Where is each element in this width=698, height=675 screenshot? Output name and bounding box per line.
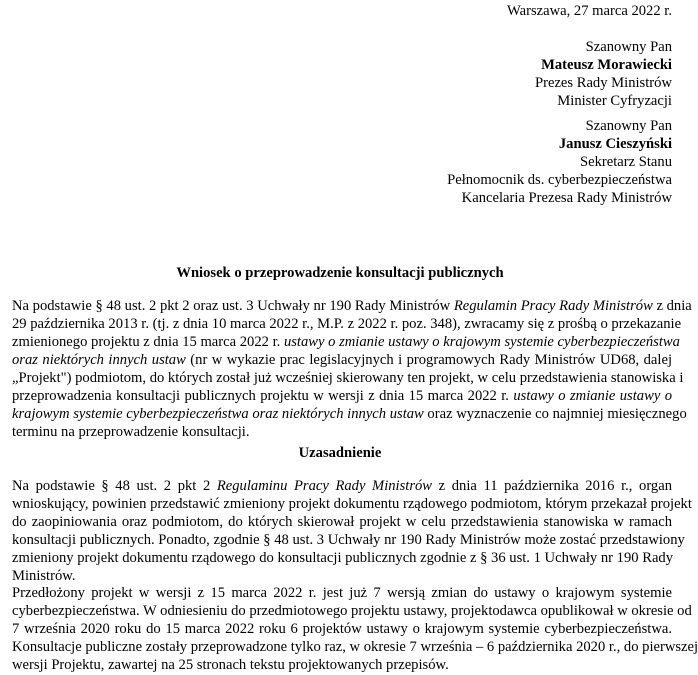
recipient-block-2 [447,117,672,207]
text-run: Ministrów. [12,568,76,584]
justification-paragraph-2 [12,584,698,674]
justification-paragraph-1 [12,477,692,585]
text-run: konsultacji publicznych. Ponadto, zgodnie § 48 ust. 3 Uchwały nr 190 Rady Ministrów może zostać przedstawiony [12,532,685,548]
paragraph-line [12,513,672,531]
text-run: Konsultacje publiczne zostały przeprowadzone tylko raz, w okresie 7 września – 6 października 2020 r., do pierwszej [12,639,698,655]
text-run: oraz wyznaczenie co najmniej miesięcznego [423,406,687,422]
text-run: przeprowadzenia konsultacji publicznych projektu w wersji z dnia 15 marca 2022 r. [12,388,514,404]
text-run: 7 września 2020 roku do 15 marca 2022 roku 6 projektów ustawy o krajowym systemie cyberbezpieczeństwa. [12,621,672,637]
text-run: (nr w wykazie prac legislacyjnych i programowych Rady Ministrów UD68, dalej [185,352,672,368]
italic-text-run: ustawy o zmianie ustawy o krajowym systemie cyberbezpieczeństwa [283,334,680,350]
text-run: z dnia [652,298,692,314]
text-run: wnioskujący, powinien przedstawić zmieniony projekt dokumentu rządowego podmiotom, którym przekazał projekt [12,496,692,512]
paragraph-line [12,531,685,549]
recipient-1-name: Mateusz Morawiecki [541,57,672,73]
text-run: cyberbezpieczeństwa. W odniesieniu do przedmiotowego projektu ustawy, projektodawca opublikował w okresie od [12,603,692,619]
recipient-2-title-2: Pełnomocnik ds. cyberbezpieczeństwa [447,172,672,188]
justification-heading: Uzasadnienie [298,445,382,461]
paragraph-line [12,423,672,441]
italic-text-run: Regulaminu Pracy Rady Ministrów [216,478,433,494]
request-paragraph [12,297,692,441]
text-run: zmieniony projekt dokumentu rządowego do konsultacji publicznych zgodnie z § 36 ust. 1 Uchwały nr 190 Rady [12,550,674,566]
paragraph-line [12,369,684,387]
letter-date: Warszawa, 27 marca 2022 r. [507,3,672,19]
recipient-2-title-1: Sekretarz Stanu [580,154,672,170]
italic-text-run: krajowym systemie cyberbezpieczeństwa oraz niektórych innych ustaw [12,406,424,422]
paragraph-line [12,387,672,405]
italic-text-run: ustawy o zmianie ustawy o [513,388,672,404]
paragraph-line [12,333,680,351]
text-run: do zaopiniowania oraz podmiotom, do których skierował projekt w celu przedstawienia stanowiska w ramach [12,514,672,530]
text-run: z dnia 11 października 2016 r., organ [432,478,672,494]
paragraph-line [12,620,672,638]
text-run: 29 października 2013 r. (tj. z dnia 10 marca 2022 r., M.P. z 2022 r. poz. 348), zwracamy się z prośbą o przekazanie [12,316,682,332]
letter-date-block [507,2,672,20]
paragraph-line [12,351,672,369]
text-run: Na podstawie § 48 ust. 2 pkt 2 oraz ust. 3 Uchwały nr 190 Rady Ministrów [12,298,454,314]
paragraph-line [12,638,698,656]
paragraph-line [12,495,692,513]
text-run: terminu na przeprowadzenie konsultacji. [12,424,250,440]
paragraph-line [12,602,692,620]
text-run: Przedłożony projekt w wersji z 15 marca 2022 r. jest już 7 wersją zmian do ustawy o krajowym systemie [12,585,672,601]
text-run: zmienionego projektu z dnia 15 marca 2022 r. [12,334,284,350]
italic-text-run: Regulamin Pracy Rady Ministrów [453,298,653,314]
recipient-2-name: Janusz Cieszyński [558,136,672,152]
recipient-block-1 [535,38,672,110]
recipient-1-title-1: Prezes Rady Ministrów [534,75,672,91]
paragraph-line [12,297,692,315]
paragraph-line [12,315,682,333]
recipient-2-title-3: Kancelaria Prezesa Rady Ministrów [461,190,672,206]
recipient-1-salutation: Szanowny Pan [585,39,672,55]
paragraph-line [12,584,672,602]
text-run: „Projekt") podmiotom, do których został już wcześniej skierowany ten projekt, w celu przedstawienia stanowiska i [12,370,684,386]
italic-text-run: oraz niektórych innych ustaw [12,352,186,368]
paragraph-line [12,477,672,495]
text-run: wersji Projektu, zawartej na 25 stronach tekstu projektowanych przepisów. [12,657,449,673]
text-run: Na podstawie § 48 ust. 2 pkt 2 [12,478,217,494]
paragraph-line [12,405,687,423]
recipient-2-salutation: Szanowny Pan [585,118,672,134]
paragraph-line [12,549,672,567]
recipient-1-title-2: Minister Cyfryzacji [557,93,672,109]
request-heading: Wniosek o przeprowadzenie konsultacji publicznych [176,265,504,281]
paragraph-line [12,567,672,585]
paragraph-line [12,656,672,674]
